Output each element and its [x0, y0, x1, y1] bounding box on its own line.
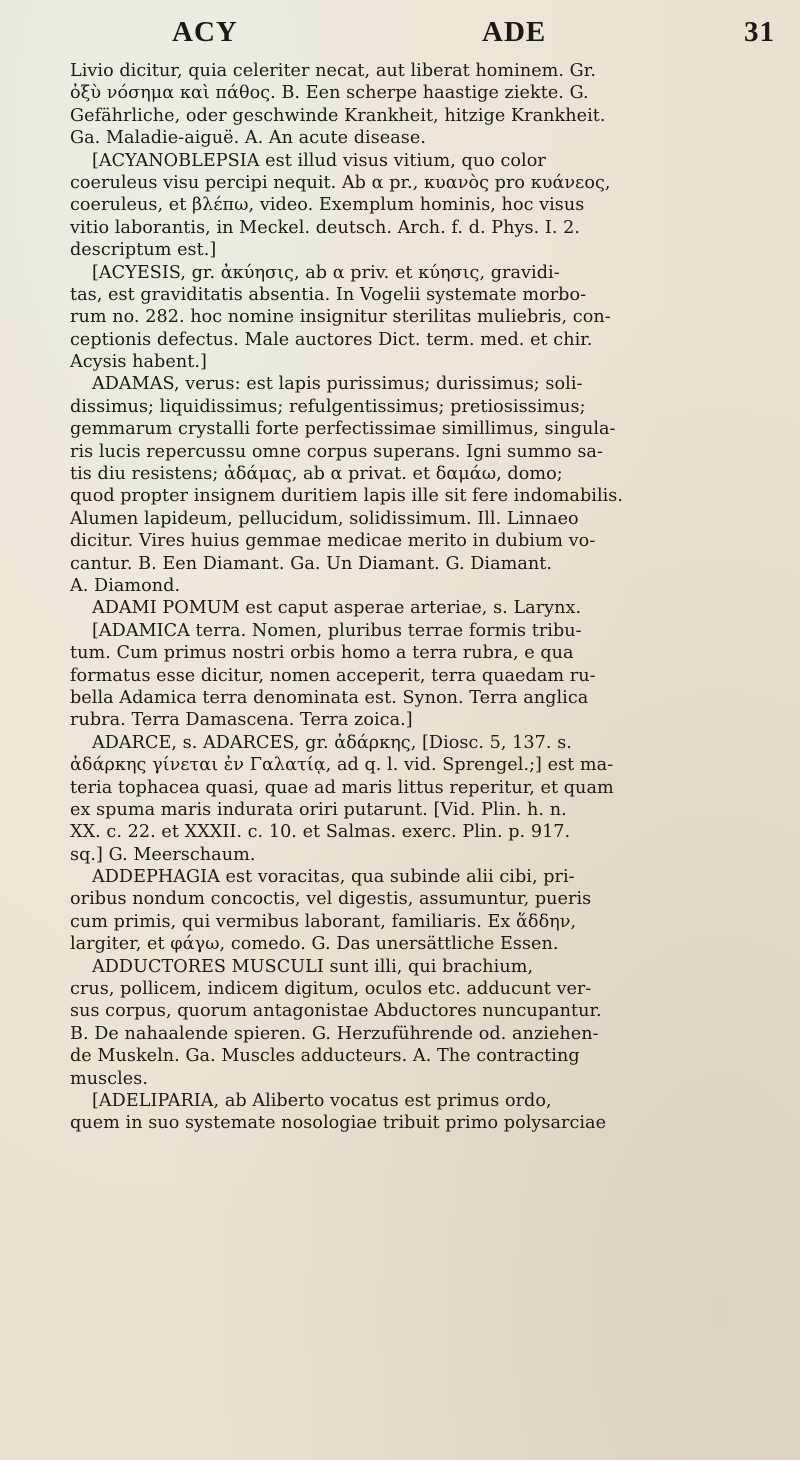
text-line: Livio dicitur, quia celeriter necat, aut liberat hominem. Gr. — [70, 61, 596, 81]
text-line: A. Diamond. — [70, 575, 181, 596]
text-line: teria tophacea quasi, quae ad maris littus reperitur, et quam — [70, 777, 614, 798]
header-right-guide-word: ADE — [482, 16, 547, 48]
text-line: ris lucis repercussu omne corpus superans. Igni summo sa- — [70, 441, 603, 462]
text-line: tis diu resistens; ἀδάμας, ab α privat. et δαμάω, domo; — [70, 464, 563, 485]
running-header — [0, 16, 800, 56]
text-line: cantur. B. Een Diamant. Ga. Un Diamant. G. Diamant. — [70, 553, 553, 574]
text-line: de Muskeln. Ga. Muscles adducteurs. A. The contracting — [70, 1046, 580, 1067]
header-left-guide-word: ACY — [172, 16, 238, 48]
text-line: muscles. — [70, 1068, 148, 1089]
text-line: Ga. Maladie-aiguë. A. An acute disease. — [70, 128, 426, 149]
entry-line-adami-pomum: ADAMI POMUM est caput asperae arteriae, s. Larynx. — [92, 598, 582, 619]
text-line: sq.] G. Meerschaum. — [70, 844, 256, 865]
text-line: rum no. 282. hoc nomine insignitur sterilitas muliebris, con- — [70, 307, 611, 328]
entry-line-adamica: [ADAMICA terra. Nomen, pluribus terrae formis tribu- — [92, 620, 582, 641]
text-line: B. De nahaalende spieren. G. Herzuführende od. anziehen- — [70, 1023, 599, 1044]
text-line: dicitur. Vires huius gemmae medicae merito in dubium vo- — [70, 531, 596, 552]
text-line: Acysis habent.] — [70, 352, 207, 373]
text-line: ὀξὺ νόσημα καὶ πάθος. B. Een scherpe haastige ziekte. G. — [70, 83, 589, 104]
text-line: tas, est graviditatis absentia. In Vogelii systemate morbo- — [70, 284, 587, 305]
text-line: formatus esse dicitur, nomen acceperit, terra quaedam ru- — [70, 665, 596, 686]
text-line: sus corpus, quorum antagonistae Abductores nuncupantur. — [70, 1001, 602, 1022]
text-line: rubra. Terra Damascena. Terra zoica.] — [70, 710, 413, 731]
text-line: ceptionis defectus. Male auctores Dict. term. med. et chir. — [70, 329, 593, 350]
text-line: dissimus; liquidissimus; refulgentissimus; pretiosissimus; — [70, 396, 586, 417]
text-line: largiter, et φάγω, comedo. G. Das unersättliche Essen. — [70, 934, 559, 955]
dictionary-text-column — [70, 60, 776, 1135]
text-line: coeruleus, et βλέπω, video. Exemplum hominis, hoc visus — [70, 195, 585, 216]
text-line: coeruleus visu percipi nequit. Ab α pr., κυανὸς pro κυάνεος, — [70, 172, 611, 193]
text-line: ex spuma maris indurata oriri putarunt. [Vid. Plin. h. n. — [70, 799, 567, 820]
text-line: cum primis, qui vermibus laborant, familiaris. Ex ἅδδην, — [70, 911, 577, 932]
entry-line-acyesis: [ACYESIS, gr. ἀκύησις, ab α priv. et κύησις, gravidi- — [92, 262, 560, 283]
text-line: tum. Cum primus nostri orbis homo a terra rubra, e qua — [70, 643, 574, 664]
text-line: crus, pollicem, indicem digitum, oculos etc. adducunt ver- — [70, 979, 592, 1000]
text-line: Alumen lapideum, pellucidum, solidissimum. Ill. Linnaeo — [70, 508, 579, 529]
text-line: XX. c. 22. et XXXII. c. 10. et Salmas. exerc. Plin. p. 917. — [70, 822, 571, 843]
text-line: quem in suo systemate nosologiae tribuit primo polysarciae — [70, 1113, 607, 1134]
entry-line-adarce: ADARCE, s. ADARCES, gr. ἀδάρκης, [Diosc. 5, 137. s. — [92, 732, 572, 753]
text-line: ἀδάρκης γίνεται ἐν Γαλατίᾳ, ad q. l. vid. Sprengel.;] est ma- — [70, 755, 614, 776]
text-line: quod propter insignem duritiem lapis ille sit fere indomabilis. — [70, 486, 624, 507]
entry-line-addephagia: ADDEPHAGIA est voracitas, qua subinde alii cibi, pri- — [92, 867, 575, 888]
page-number: 31 — [744, 16, 775, 48]
entry-line-adductores: ADDUCTORES MUSCULI sunt illi, qui brachium, — [92, 956, 534, 977]
text-line: descriptum est.] — [70, 240, 217, 261]
entry-line-acyanoblepsia: [ACYANOBLEPSIA est illud visus vitium, quo color — [92, 150, 546, 171]
text-line: vitio laborantis, in Meckel. deutsch. Arch. f. d. Phys. I. 2. — [70, 217, 581, 238]
text-line: Gefährliche, oder geschwinde Krankheit, hitzige Krankheit. — [70, 105, 606, 126]
entry-line-adamas: ADAMAS, verus: est lapis purissimus; durissimus; soli- — [92, 374, 583, 395]
text-line: gemmarum crystalli forte perfectissimae simillimus, singula- — [70, 419, 616, 440]
text-line: oribus nondum concoctis, vel digestis, assumuntur, pueris — [70, 889, 592, 910]
entry-line-adeliparia: [ADELIPARIA, ab Aliberto vocatus est primus ordo, — [92, 1090, 552, 1111]
text-line: bella Adamica terra denominata est. Synon. Terra anglica — [70, 687, 589, 708]
